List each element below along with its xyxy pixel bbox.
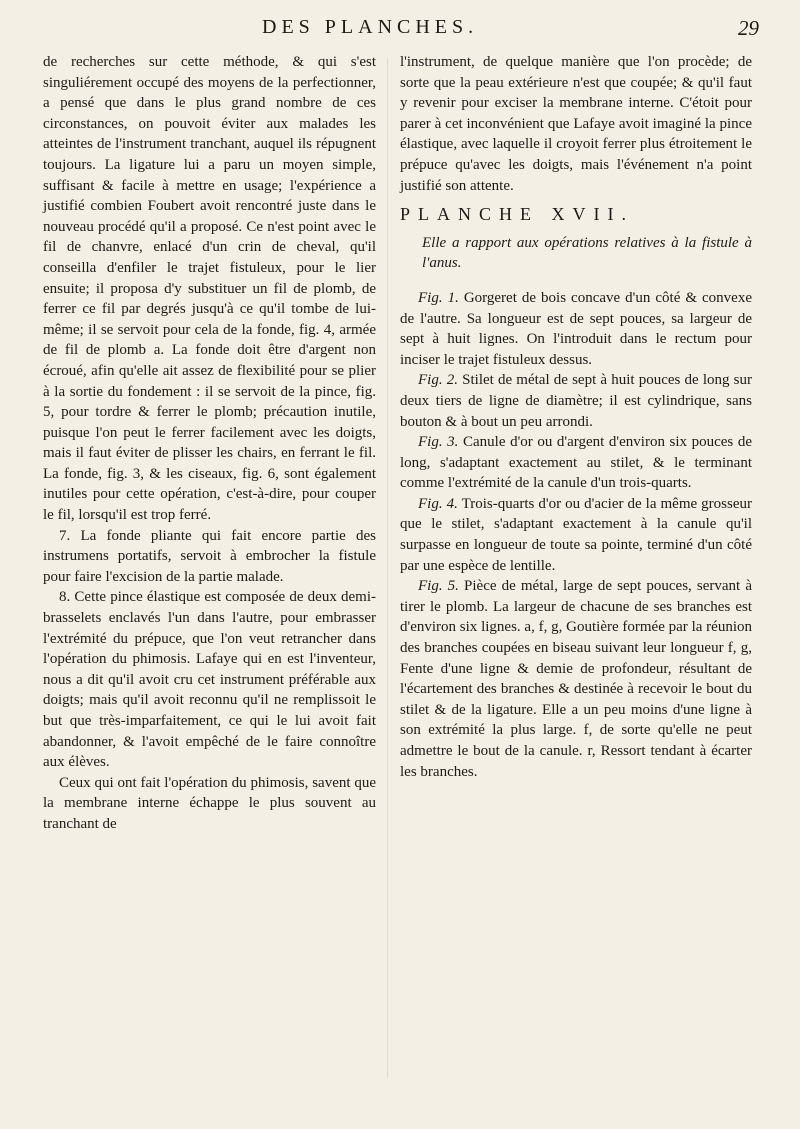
page-number: 29 bbox=[738, 16, 759, 40]
plate-subtitle: Elle a rapport aux opérations relatives à la fistule à l'anus. bbox=[422, 234, 752, 272]
figure-label-4: Fig. 4. bbox=[418, 495, 458, 512]
figure-entry-5 bbox=[400, 576, 752, 782]
left-paragraph-2: 7. La fonde pliante qui fait encore partie des instrumens portatifs, servoit à embrocher la fistule pour faire l'excision de la partie malade. bbox=[43, 527, 376, 585]
figure-label-1: Fig. 1. bbox=[418, 289, 459, 306]
left-paragraph-1: de recherches sur cette méthode, & qui s'est singuliérement occupé des moyens de la perfectionner, a pensé que dans le plus grand nombre de ces circonstances, on pouvoit éviter aux malades les atteintes de l'instrument tranchant, auquel ils répugnent toujours. La ligature lui a paru un moyen simple, suffisant & facile à mettre en usage; l'expérience a justifié combien Foubert avoit rencontré juste dans le nouveau procédé qu'il a proposé. Ce n'est point avec le fil de chanvre, enlacé d'un crin de cheval, qu'il conseilla d'enfiler le trajet fistuleux, pour le lier ensuite; il proposa d'y substituer un fil de plomb, de ferrer ce fil par degrés jusqu'à ce qu'il tombe de lui-même; il se servoit pour cela de la fonde, fig. 4, armée de fil de plomb a. La fonde doit être d'argent non écroué, afin qu'elle ait assez de flexibilité pour se plier à la sortie du fondement : il se servoit de la pince, fig. 5, pour tordre & ferrer le plomb; précaution inutile, puisque l'on peut le ferrer facilement avec les doigts, mais il faut éviter de plisser les chairs, en ferrant le fil. La fonde, fig. 3, & les ciseaux, fig. 6, sont également inutiles pour cette opération, c'est-à-dire, pour couper le fil, lorsqu'il est trop ferré. bbox=[43, 54, 376, 524]
figure-entry-3 bbox=[400, 432, 752, 494]
column-gutter bbox=[387, 58, 388, 1078]
plate-heading: PLANCHE XVII. bbox=[400, 204, 634, 225]
right-column bbox=[400, 52, 752, 782]
figure-text-1: Gorgeret de bois concave d'un côté & convexe de l'autre. Sa longueur est de sept pouces, sa largeur de sept à huit lignes. On l'introduit dans le rectum pour inciser le trajet fistuleux dessus. bbox=[400, 289, 752, 368]
right-paragraph-1: l'instrument, de quelque manière que l'on procède; de sorte que la peau extérieure n'est que coupée; & qu'il faut y revenir pour exciser la membrane interne. C'étoit pour parer à cet inconvénient que Lafaye avoit imaginé la pince élastique, avec laquelle il croyoit ferrer plus étroitement le prépuce qu'avec les doigts, mais l'événement n'a point justifié son attente. bbox=[400, 54, 752, 194]
left-paragraph-3: 8. Cette pince élastique est composée de deux demi-brasselets enclavés l'un dans l'autre, pour embrasser l'extrémité du prépuce, que l'on veut retrancher dans l'opération du phimosis. Lafaye qui en est l'inventeur, nous a dit qu'il avoit cru cet instrument préférable aux doigts; mais qu'il avoit reconnu qu'il ne remplissoit le but que très-imparfaitement, ce qui le lui avoit fait abandonner, & l'avoit empêché de le faire connoître aux élèves. bbox=[43, 589, 376, 771]
figure-label-5: Fig. 5. bbox=[418, 578, 459, 595]
figure-text-3: Canule d'or ou d'argent d'environ six pouces de long, s'adaptant exactement au stilet, & le terminant comme l'extrémité de la canule d'un trois-quarts. bbox=[400, 434, 752, 492]
figure-label-3: Fig. 3. bbox=[418, 434, 459, 451]
figure-entry-4 bbox=[400, 494, 752, 576]
figure-text-4: Trois-quarts d'or ou d'acier de la même grosseur que le stilet, s'adaptant exactement à la canule qu'il surpasse en longueur de toute sa pointe, terminé d'un côté par une espèce de lentille. bbox=[400, 495, 752, 574]
figure-entry-2 bbox=[400, 370, 752, 432]
figure-text-5: Pièce de métal, large de sept pouces, servant à tirer le plomb. La largeur de chacune de ses branches est d'environ six lignes. a, f, g, Goutière formée par la réunion des branches coupées en biseau suivant leur longueur f, g, Fente d'une ligne & demie de profondeur, résultant de l'écartement des branches & destinée à recevoir le bout du stilet & de la ligature. Elle a un peu moins d'une ligne à son extrémité la plus large. f, de sorte qu'elle ne peut admettre le bout de la canule. r, Ressort tendant à écarter les branches. bbox=[400, 578, 752, 780]
left-column bbox=[43, 52, 376, 835]
running-head: DES PLANCHES. bbox=[262, 16, 479, 38]
left-paragraph-4: Ceux qui ont fait l'opération du phimosis, savent que la membrane interne échappe le plus souvent au tranchant de bbox=[43, 774, 376, 832]
figure-entry-1 bbox=[400, 288, 752, 370]
figure-label-2: Fig. 2. bbox=[418, 372, 458, 389]
figure-text-2: Stilet de métal de sept à huit pouces de long sur deux tiers de ligne de diamètre; il est cylindrique, sans bouton & à bout un peu arrondi. bbox=[400, 372, 752, 430]
